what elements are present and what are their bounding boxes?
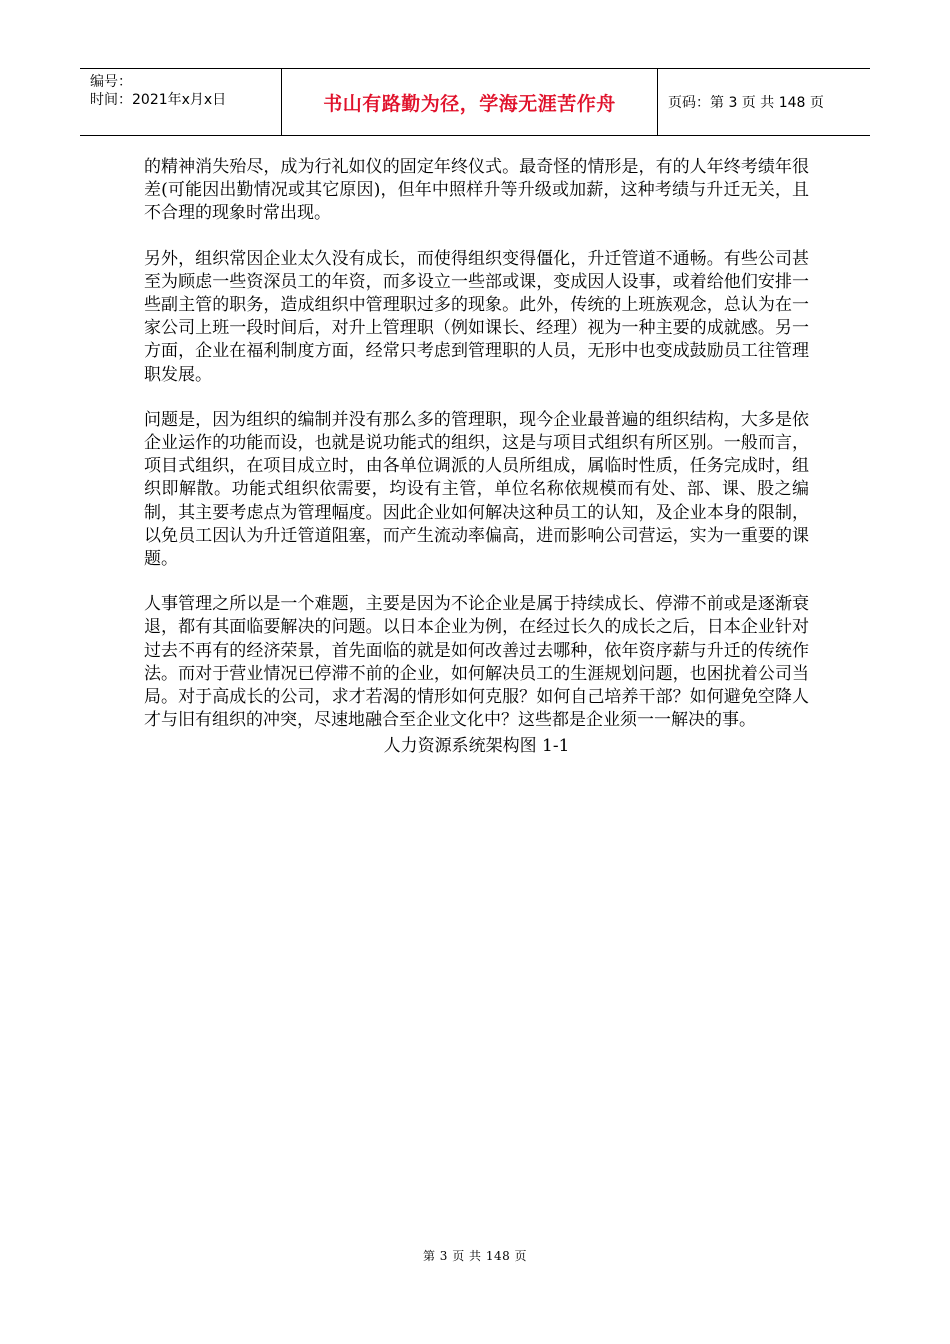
- paragraph: 的精神消失殆尽，成为行礼如仪的固定年终仪式。最奇怪的情形是，有的人年终考绩年很差(可能因出勤情况或其它原因)，但年中照样升等升级或加薪，这种考绩与升迁无关，且不合理的现象时常出现。: [144, 157, 809, 224]
- body-content: [144, 156, 809, 758]
- header-page-cell: [658, 69, 870, 135]
- figure-caption: 人力资源系统架构图 1-1: [383, 736, 570, 757]
- document-time-label: 时间：2021年x月x日: [90, 92, 227, 108]
- header-page-info: 页码：第 3 页 共 148 页: [668, 95, 824, 111]
- page-footer: 第 3 页 共 148 页: [422, 1249, 528, 1263]
- paragraph: 人事管理之所以是一个难题，主要是因为不论企业是属于持续成长、停滞不前或是逐渐衰退，都有其面临要解决的问题。以日本企业为例，在经过长久的成长之后，日本企业针对过去不再有的经济荣景，首先面临的就是如何改善过去哪种，依年资序薪与升迁的传统作法。而对于营业情况已停滞不前的企业，如何解决员工的生涯规划问题，也困扰着公司当局。对于高成长的公司，求才若渴的情形如何克服？如何自己培养干部？如何避免空降人才与旧有组织的冲突，尽速地融合至企业文化中？这些都是企业须一一解决的事。: [144, 594, 809, 731]
- header-motto: 书山有路勤为径，学海无涯苦作舟: [323, 92, 616, 115]
- header-motto-cell: [282, 69, 658, 135]
- document-code-label: 编号：: [90, 74, 132, 90]
- page-header: [80, 68, 870, 136]
- paragraph: 问题是，因为组织的编制并没有那么多的管理职，现今企业最普遍的组织结构，大多是依企业运作的功能而设，也就是说功能式的组织，这是与项目式组织有所区别。一般而言，项目式组织，在项目成立时，由各单位调派的人员所组成，属临时性质，任务完成时，组织即解散。功能式组织依需要，均设有主管，单位名称依规模而有处、部、课、股之编制，其主要考虑点为管理幅度。因此企业如何解决这种员工的认知，及企业本身的限制，以免员工因认为升迁管道阻塞，而产生流动率偏高，进而影响公司营运，实为一重要的课题。: [144, 409, 809, 570]
- paragraph: 另外，组织常因企业太久没有成长，而使得组织变得僵化，升迁管道不通畅。有些公司甚至为顾虑一些资深员工的年资，而多设立一些部或课，变成因人设事，或着给他们安排一些副主管的职务，造成组织中管理职过多的现象。此外，传统的上班族观念，总认为在一家公司上班一段时间后，对升上管理职（例如课长、经理）视为一种主要的成就感。另一方面，企业在福利制度方面，经常只考虑到管理职的人员，无形中也变成鼓励员工往管理职发展。: [144, 248, 809, 385]
- header-meta-cell: [80, 69, 282, 135]
